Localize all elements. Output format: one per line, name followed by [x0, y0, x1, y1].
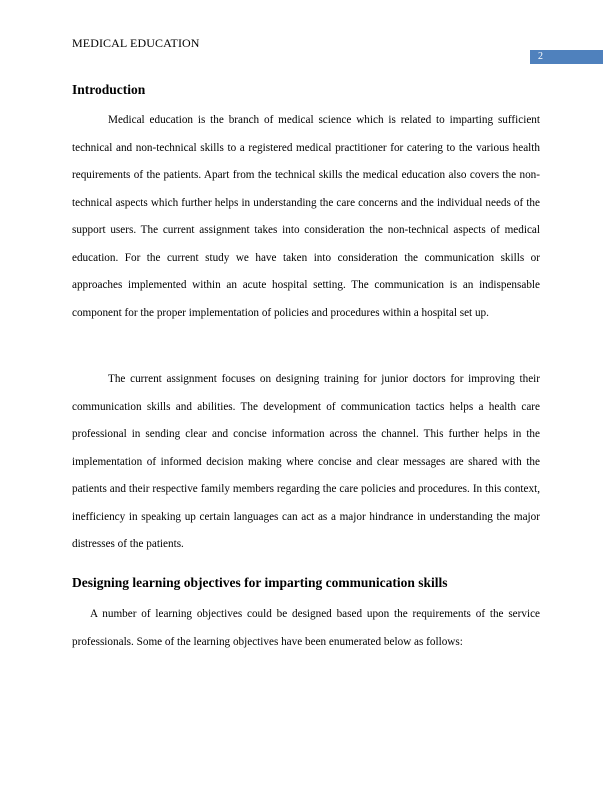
learning-objectives-heading: Designing learning objectives for imparting communication skills [72, 575, 448, 590]
running-header-title: MEDICAL EDUCATION [72, 36, 200, 50]
introduction-paragraph-2: The current assignment focuses on designing training for junior doctors for improving their communication skills and abilities. The development of communication tactics helps a health care professional in sending clear and concise information across the channel. This further helps in the implementation of informed decision making where concise and clear messages are shared with the patients and their respective family members regarding the care policies and procedures. In this context, inefficiency in speaking up certain languages can act as a major hindrance in understanding the major distresses of the patients. [72, 373, 540, 550]
page-number-badge [530, 50, 603, 64]
introduction-heading: Introduction [72, 82, 146, 97]
page-number: 2 [538, 51, 543, 62]
learning-objectives-paragraph-1: A number of learning objectives could be designed based upon the requirements of the service professionals. Some of the learning objectives have been enumerated below as follows: [72, 608, 540, 648]
introduction-paragraph-1: Medical education is the branch of medical science which is related to imparting sufficient technical and non-technical skills to a registered medical practitioner for catering to the various health requirements of the patients. Apart from the technical skills the medical education also covers the non-technical aspects which further helps in understanding the care concerns and the individual needs of the support users. The current assignment takes into consideration the non-technical aspects of medical education. For the current study we have taken into consideration the communication skills or approaches implemented within an acute hospital setting. The communication is an indispensable component for the proper implementation of policies and procedures within a hospital set up. [72, 114, 540, 319]
